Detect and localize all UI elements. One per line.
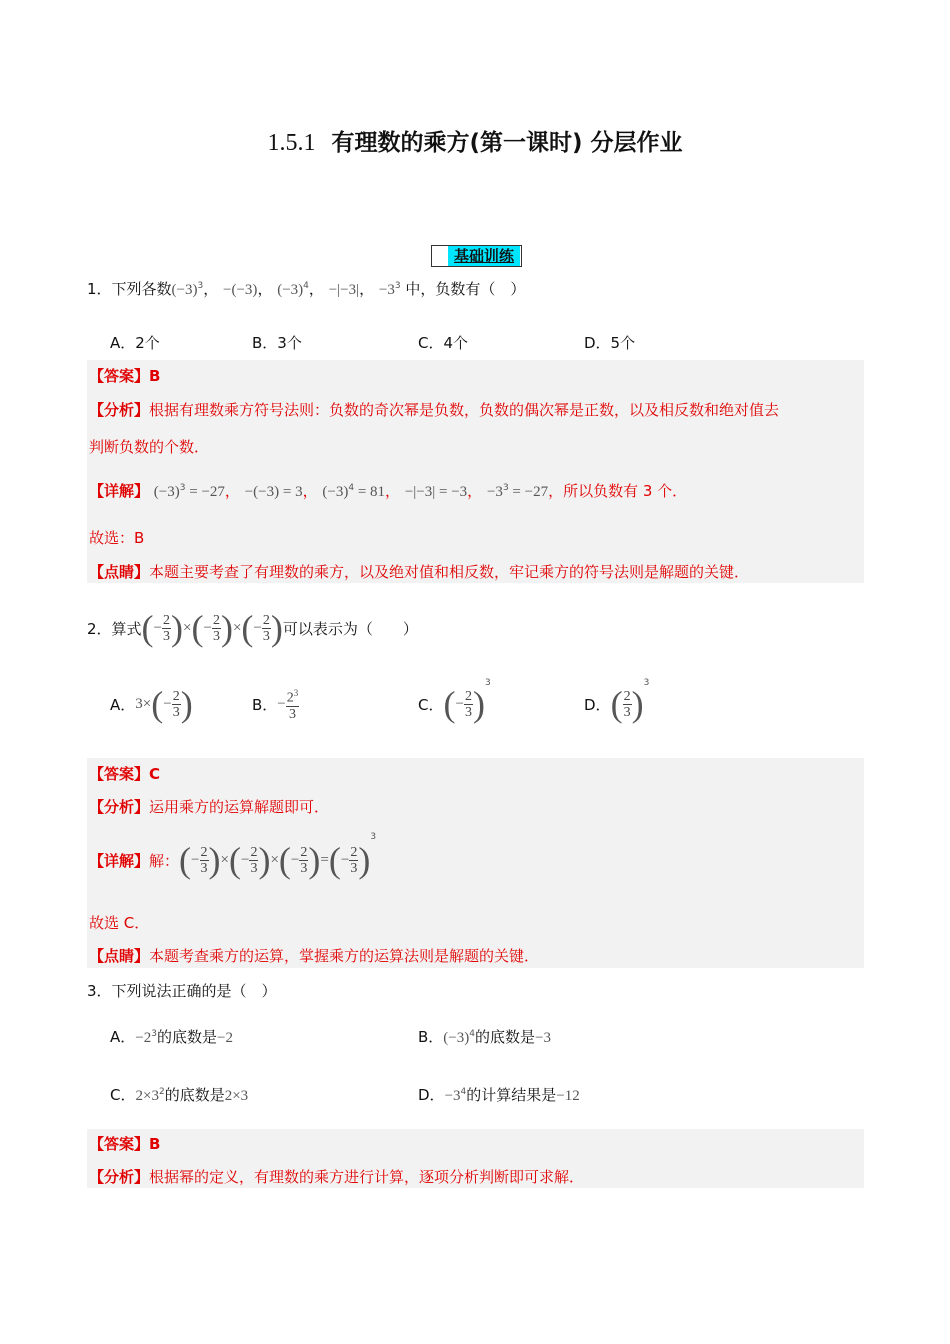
q1-option-a: A．2个 [110,334,160,352]
page-title: 1.5.1 有理数的乘方(第一课时) 分层作业 [267,130,683,156]
q2-option-d: D． ( $\frac{2}{3}$ ) $^3$ [584,678,650,724]
q2-choice: 故选 C． [89,914,150,932]
q1-option-b: B．3个 [252,334,302,352]
q1-solution [87,360,864,583]
q3-option-a: A．$-2^3$的底数是−2 [110,1028,233,1046]
q1-comment: 【点睛】本题主要考查了有理数的乘方，以及绝对值和相反数，牢记乘方的符号法则是解题的关键． [89,563,750,581]
q2-option-b: B． − $\frac{2^3}{3}$ [252,688,299,722]
q2-option-c: C． ( − $\frac{2}{3}$ ) $^3$ [418,678,491,724]
question-2-stem: 2．算式 ( − $\frac{2}{3}$ ) × ( − $\frac{2}{3}$ ) × ( − $\frac{2}{3}$ ) 可以表示为（ ） [87,608,418,648]
section-header [431,245,522,267]
q2-detail: 【详解】 解： ( − $\frac{2}{3}$ ) × ( − $\frac{2}{3}$ ) × ( − $\frac{2}{3}$ ) = ( − $\frac{2}{3}$ ) 3 [89,832,377,880]
question-1-stem: 1．下列各数$(-3)^3$， −(−3)， $(-3)^4$， −|−3|， $-3^3$ 中，负数有（ ） [87,280,526,298]
q3-option-b: B．$(-3)^4$的底数是−3 [418,1028,551,1046]
q1-analysis: 【分析】根据有理数乘方符号法则：负数的奇次幂是负数，负数的偶次幂是正数，以及相反数和绝对值去 [89,401,780,419]
section-label: 基础训练 [448,246,520,266]
q2-comment: 【点睛】本题考查乘方的运算，掌握乘方的运算法则是解题的关键． [89,947,540,965]
q1-option-d: D．5个 [584,334,636,352]
q2-analysis: 【分析】运用乘方的运算解题即可． [89,798,330,816]
q3-answer: 【答案】B [89,1135,161,1153]
q1-analysis-cont: 判断负数的个数． [89,438,210,456]
q2-option-a: A． 3 × ( − $\frac{2}{3}$ ) [110,684,193,724]
q1-detail: 【详解】 $(-3)^3 = -27$， −(−3) = 3， $(-3)^4 = 81$， −|−3| = −3， $-3^3 = -27$，所以负数有 3 个． [89,482,688,500]
q2-answer: 【答案】C [89,765,161,783]
q2-solution [87,758,864,968]
q1-choice: 故选：B [89,529,145,547]
q3-solution [87,1129,864,1188]
q3-option-d: D．$-3^4$的计算结果是−12 [418,1086,580,1104]
q1-answer: 【答案】B [89,367,161,385]
q3-option-c: C．$2\times 3^2$的底数是2×3 [110,1086,249,1104]
q1-option-c: C．4个 [418,334,469,352]
question-3-stem: 3．下列说法正确的是（ ） [87,982,277,1000]
q3-analysis: 【分析】根据幂的定义，有理数的乘方进行计算，逐项分析判断即可求解． [89,1168,585,1186]
